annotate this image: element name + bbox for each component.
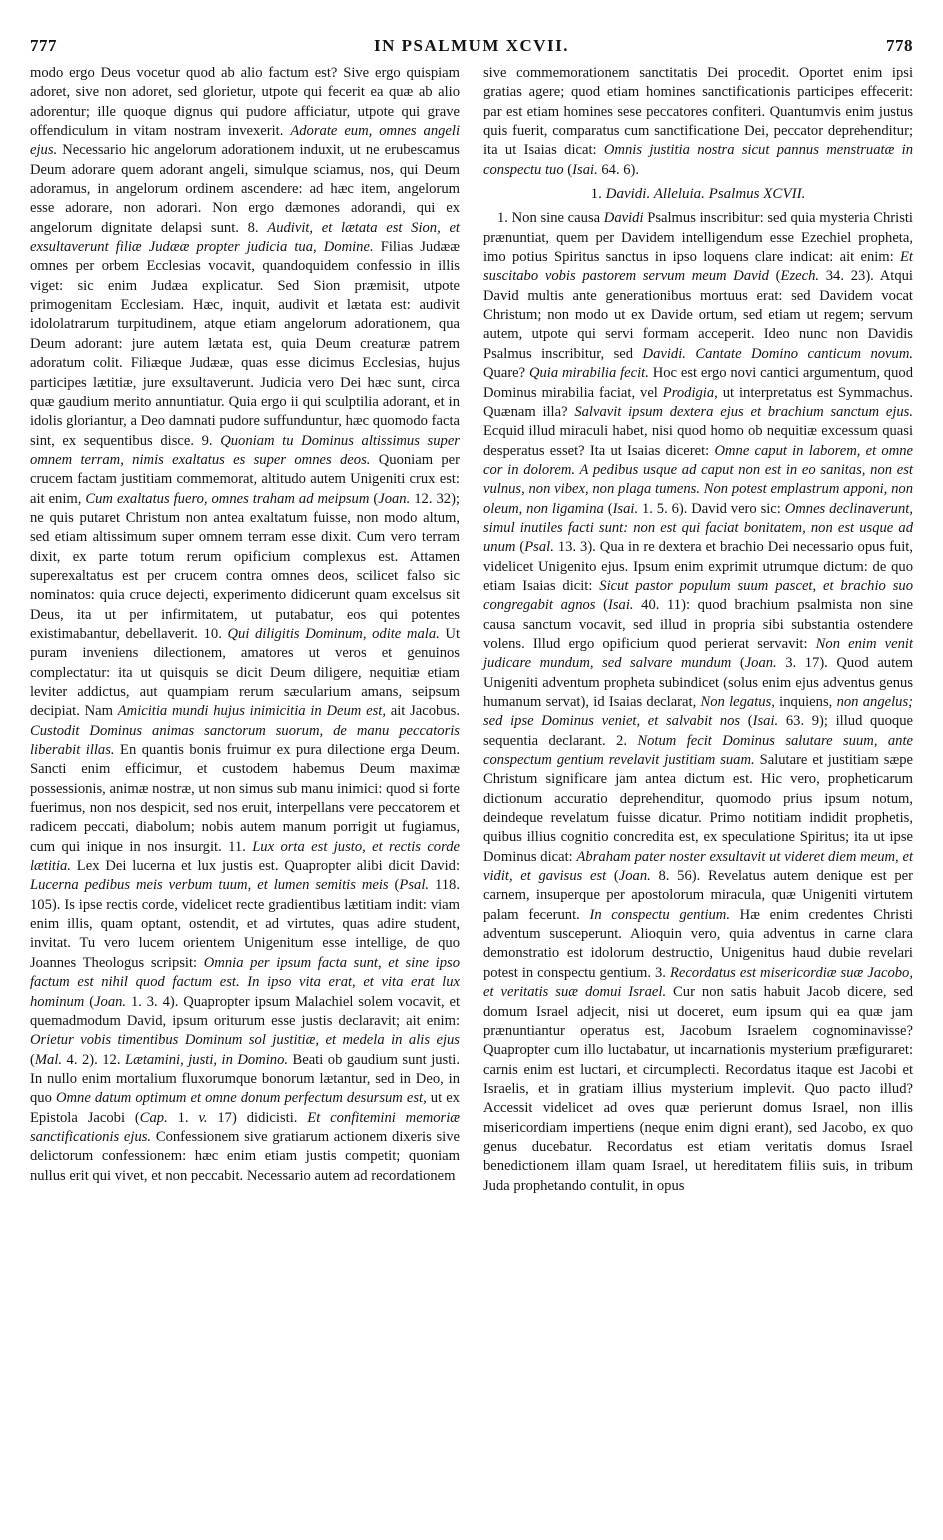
- italic-quotation: Abraham pater noster exsultavit ut videret diem meum, et vidit, et gavisus est: [483, 848, 913, 885]
- text-columns: [30, 64, 913, 1196]
- italic-quotation: Adorate eum, omnes angeli ejus.: [30, 123, 461, 159]
- italic-quotation: Audivit, et lætata est Sion, et exsultaverunt filiæ Judææ propter judicia tua, Domine.: [30, 219, 460, 256]
- italic-quotation: Joan.: [378, 490, 411, 507]
- italic-quotation: Davidi. Cantate Domino canticum novum.: [642, 345, 914, 362]
- italic-quotation: Recordatus est misericordiæ suæ Jacobo, et veritatis suæ domui Israel.: [483, 964, 914, 1001]
- italic-quotation: Cum exaltatus fuero, omnes traham ad meipsum: [85, 490, 370, 507]
- italic-quotation: Et suscitabo vobis pastorem servum meum David: [483, 249, 913, 285]
- italic-quotation: Psal.: [399, 877, 430, 894]
- italic-quotation: Omnis justitia nostra sicut pannus menstruatæ in conspectu tuo: [483, 142, 913, 178]
- italic-quotation: Davidi: [603, 210, 644, 227]
- italic-quotation: Lucerna pedibus meis verbum tuum, et lumen semitis meis: [30, 877, 389, 894]
- italic-quotation: Mal.: [34, 1051, 63, 1068]
- right-page-number: 778: [886, 36, 913, 55]
- italic-quotation: Omne caput in laborem, et omne cor in dolorem. A pedibus usque ad caput non est in eo sanitas, non est vulnus, non vibex, non plaga tumens. Non potest emplastrum apponi, non oleum, non ligamina: [483, 442, 914, 517]
- italic-quotation: Non legatus,: [700, 694, 775, 710]
- italic-quotation: Orietur vobis timentibus Dominum sol justitiæ, et medela in alis ejus: [30, 1032, 460, 1049]
- italic-quotation: Salvavit ipsum dextera ejus et brachium sanctum ejus.: [574, 403, 913, 420]
- running-header: [30, 36, 913, 58]
- left-column: [30, 64, 460, 1196]
- italic-quotation: In conspectu gentium.: [589, 906, 730, 923]
- italic-quotation: Custodit Dominus animas sanctorum suorum, de manu peccatoris liberabit illas.: [30, 722, 460, 759]
- italic-quotation: Psal.: [524, 539, 554, 556]
- left-page-number: 777: [30, 36, 57, 55]
- italic-quotation: Joan.: [618, 868, 651, 885]
- italic-quotation: Cap.: [139, 1109, 168, 1126]
- right-column: [483, 64, 913, 1196]
- italic-quotation: Amicitia mundi hujus inimicitia in Deum est,: [117, 703, 386, 720]
- italic-quotation: Qui diligitis Dominum, odite mala.: [227, 625, 440, 642]
- italic-quotation: Non enim venit judicare mundum, sed salvare mundum: [483, 635, 913, 672]
- italic-quotation: Omnes declinaverunt, simul inutiles facti sunt: non est qui faciat bonitatem, non est usque ad unum: [483, 500, 913, 556]
- italic-quotation: Et confitemini memoriæ sanctificationis ejus.: [30, 1109, 460, 1145]
- italic-quotation: Ezech.: [780, 268, 820, 285]
- italic-quotation: Omnia per ipsum facta sunt, et sine ipso factum est nihil quod factum est. In ipso vita erat, et vita erat lux hominum: [30, 954, 460, 1010]
- italic-quotation: Lux orta est justo, et rectis corde lætitia.: [30, 838, 461, 875]
- right-column-opening-text: sive commemorationem sanctitatis Dei procedit. Oportet enim ipsi gratias agere; quod etiam homines sanctificationis participes effecerit: par est etiam homines sese peccatores confiteri. Quantumvis enim justus quis fuerit, comparatus cum sanctificatione Dei, peccator deprehenditur; ita ut Isaias dicat: Omnis justitia nostra sicut pannus menstruatæ in conspectu tuo (Isai. 64. 6).: [483, 65, 913, 178]
- italic-quotation: Isai.: [612, 500, 639, 517]
- psalm-heading-number: 1.: [590, 186, 602, 203]
- italic-quotation: Isai.: [752, 713, 779, 730]
- right-column-commentary-text: 1. Non sine causa Davidi Psalmus inscribitur: sed quia mysteria Christi prænuntiat, quem per Davidem intelligendum esse Ezechiel propheta, imo potius Spiritus sanctus in ipso loquens clare indicat: ait enim: Et suscitabo vobis pastorem servum meum David (Ezech. 34. 23). Atqui David multis ante generationibus mortuus erat: sed Davidem vocat Christum; non modo ut ex Davide ortum, sed etiam ut regem; servum autem, utpote qui servi formam acceperit. Ideo nunc non Davidis Psalmus inscribitur, sed Davidi. Cantate Domino canticum novum. Quare? Quia mirabilia fecit. Hoc est ergo novi cantici argumentum, quod Dominus mirabilia faciat, vel Prodigia, ut interpretatus est Symmachus. Quænam illa? Salvavit ipsum dextera ejus et brachium sanctum ejus. Ecquid illud miraculi habet, nisi quod homo ob nequitiæ excessum quasi desperatus esset? Ita ut Isaias diceret: Omne caput in laborem, et omne cor in dolorem. A pedibus usque ad caput non est in eo sanitas, non est vulnus, non vibex, non plaga tumens. Non potest emplastrum apponi, non oleum, non ligamina (Isai. 1. 5. 6). David vero sic: Omnes declinaverunt, simul inutiles facti sunt: non est qui faciat bonitatem, non est usque ad unum (Psal. 13. 3). Qua in re dextera et brachio Dei necessario opus fuit, videlicet Unigenito ejus. Ipsum enim exprimit utrumque dictum: de quo etiam Isaias dicit: Sicut pastor populum suum pascet, et brachio suo congregabit agnos (Isai. 40. 11): quod brachium psalmista non sine causa sanctum vocavit, sed illud in propria sibi substantia ostendere volens. Illud ergo opificium quod perierat servavit: Non enim venit judicare mundum, sed salvare mundum (Joan. 3. 17). Quod autem Unigeniti adventum propheta subindicet (solus enim ejus adventus genus humanum servat), id Isaias declarat, Non legatus, inquiens, non angelus; sed ipse Dominus veniet, et salvabit nos (Isai. 63. 9); illud quoque sequentia declarant. 2. Notum fecit Dominus salutare suum, ante conspectum gentium revelavit justitiam suam. Salutare et justitiam sæpe Christum significare jam antea dictum est. Hic vero, propheticarum dictionum accuratio deprehenditur, quomodo prius ipsum notum, deindeque revelatum fuisse dicatur. Primo notitiam indidit prophetis, quibus illius cognitio concredita est, ex speculatione Spiritus; ita ut ipse Dominus dicat: Abraham pater noster exsultavit ut videret diem meum, et vidit, et gavisus est (Joan. 8. 56). Revelatus autem denique est per carnem, insuperque per apostolorum miracula, quæ Unigeniti virtutem palam fecerunt. In conspectu gentium. Hæ enim credentes Christi adventum susceperunt. Alioquin vero, quia adventus in carne clara demonstratio est idolorum destructio, Unigenitus haud dubie revelari potest in conspectu gentium. 3. Recordatus est misericordiæ suæ Jacobo, et veritatis suæ domui Israel. Cur non satis habuit Jacob dicere, sed domum Israel adjecit, nisi ut doceret, eum ipsum qui ea quæ jam prænuntiantur operatus est, Jacobum Israelem cognominavisse? Quapropter cum illo luctabatur, ut incarnationis mysterium præfiguraret: carnis enim est luctari, et circumplecti. Recordatus itaque est Jacobi et Israelis, et in gratiam illius mysterium implevit. Quo pacto illud? Accessit videlicet ad oves quæ perierunt domus Israel, non illis misericordiam impertiens (neque enim digni erant), sed Jacobo, ex quo genus ducebatur. Recordatus est etiam veritatis domus Israel benedictionem illam quam Israel, ut hereditatem filiis suis, in tribum Juda prophetando contulit, in opus: [483, 210, 914, 1194]
- italic-quotation: Joan.: [744, 655, 777, 672]
- italic-quotation: non angelus; sed ipse Dominus veniet, et salvabit nos: [483, 694, 913, 730]
- left-column-text: modo ergo Deus vocetur quod ab alio factum est? Sive ergo quispiam adoret, sive non adoret, sed glorietur, utpote qui fecerit ea quæ ab alio adorentur; ille quoque dignus qui pudore afficiatur, utpote qui grave offendiculum in vitam nostram invexerit. Adorate eum, omnes angeli ejus. Necessario hic angelorum adorationem induxit, ut ne erubescamus Deum adorare quem adorant angeli, simulque sciamus, nos, qui Deum adoramus, in angelorum ordinem ascendere: ad hæc item, angelorum esse adorare, non adorari. Non ergo dæmones adorandi, qui ex angelorum dignitate delapsi sunt. 8. Audivit, et lætata est Sion, et exsultaverunt filiæ Judææ propter judicia tua, Domine. Filias Judææ omnes per orbem Ecclesias vocavit, quandoquidem confessio in illis viget: sic enim Judæa explicatur. Sed Sion præmisit, utpote primogenitam Ecclesiam. Hæc, inquit, audivit et lætata est: audivit idololatrarum turpitudinem, atque etiam angelorum adorationem, qua Deum adorant: jure autem lætata est, quia Deum creaturæ patrem adoratum colit. Filiæque Judææ, quas esse dicimus Ecclesias, hujus participes lætitiæ, jure exsultaverunt. Judicia vero Dei hæc sunt, circa quæ gaudium merito annuntiatur. Quia ergo ii qui sculptilia adorant, et in idolis gloriantur, a Deo damnati pudore suffunduntur, hæc quomodo facta sint, ex sequentibus disce. 9. Quoniam tu Dominus altissimus super omnem terram, nimis exaltatus es super omnes deos. Quoniam per crucem factam justitiam commemorat, altitudo autem Unigeniti crux est: ait enim, Cum exaltatus fuero, omnes traham ad meipsum (Joan. 12. 32); ne quis putaret Christum non antea exaltatum fuisse, non modo altum, sed etiam altissimum super omnem terram esse dixit. Cum vero terram dixit, ex parte totum rerum opificium complexus est. Attamen superexaltatus est per crucem contra omnes deos, scilicet falso sic nominatos: quia cruce dejecti, experimento didicerunt quam excelsus sit Deus, ita ut per infirmitatem, ut putabatur, eos qui potentes existimabantur, debellaverit. 10. Qui diligitis Dominum, odite mala. Ut puram inveniens dilectionem, amatores ut veros et genuinos complectatur: ita ut quisquis se dicit Deum diligere, nequitiæ etiam leviter addictus, aut quampiam rerum sæcularium amans, seipsum decipiat. Nam Amicitia mundi hujus inimicitia in Deum est, ait Jacobus. Custodit Dominus animas sanctorum suorum, de manu peccatoris liberabit illas. En quantis bonis fruimur ex pura dilectione erga Deum. Sancti enim efficimur, et custodem habemus Deum maximæ possessionis, animæ nostræ, ut non simus sub manu inimici: quod si forte fuerimus, non nos despicit, sed nos eruit, interpellans vere peccatorem et radicem peccati, diabolum; nobis autem manum porrigit ut fugiamus, cum qui inique in nos insurgit. 11. Lux orta est justo, et rectis corde lætitia. Lex Dei lucerna et lux justis est. Quapropter alibi dicit David: Lucerna pedibus meis verbum tuum, et lumen semitis meis (Psal. 118. 105). Is ipse rectis corde, videlicet recte gradientibus lætitiam indit: viam enim illis, quam optant, ostendit, et ad virtutes, quas adire student, invitat. Tu vero lucem orientem Unigenitum esse intellige, de quo Joannes Theologus scripsit: Omnia per ipsum facta sunt, et sine ipso factum est nihil quod factum est. In ipso vita erat, et vita erat lux hominum (Joan. 1. 3. 4). Quapropter ipsum Malachiel solem vocavit, et quemadmodum David, ipsum oriturum esse justis declaravit; ait enim: Orietur vobis timentibus Dominum sol justitiæ, et medela in alis ejus (Mal. 4. 2). 12. Lætamini, justi, in Domino. Beati ob gaudium sunt justi. In nullo enim mortalium fluxorumque bonorum lætantur, sed in Deo, in quo Omne datum optimum et omne donum perfectum desursum est, ut ex Epistola Jacobi (Cap. 1. v. 17) didicisti. Et confitemini memoriæ sanctificationis ejus. Confessionem sive gratiarum actionem dixeris sive delictorum confessionem: hæc enim etiam justis competit; quoniam nullus erit qui vivet, et non peccabit. Necessario autem ad recordationem: [30, 65, 461, 1184]
- italic-quotation: v.: [198, 1109, 208, 1126]
- italic-quotation: Isai.: [572, 161, 598, 178]
- italic-quotation: Sicut pastor populum suum pascet, et brachio suo congregabit agnos: [483, 577, 913, 614]
- italic-quotation: Quia mirabilia fecit.: [528, 365, 649, 382]
- psalm-heading: [483, 185, 913, 204]
- psalm-heading-text: Davidi. Alleluia. Psalmus XCVII.: [605, 186, 806, 203]
- italic-quotation: Prodigia,: [662, 384, 718, 401]
- italic-quotation: Quoniam tu Dominus altissimus super omnem terram, nimis exaltatus es super omnes deos.: [30, 432, 460, 468]
- italic-quotation: Notum fecit Dominus salutare suum, ante conspectum gentium revelavit justitiam suam.: [483, 732, 913, 769]
- italic-quotation: Lætamini, justi, in Domino.: [124, 1051, 289, 1068]
- running-title: IN PSALMUM XCVII.: [373, 36, 570, 55]
- italic-quotation: Isai.: [607, 597, 634, 614]
- italic-quotation: Joan.: [94, 993, 127, 1010]
- italic-quotation: Omne datum optimum et omne donum perfectum desursum est,: [55, 1090, 427, 1107]
